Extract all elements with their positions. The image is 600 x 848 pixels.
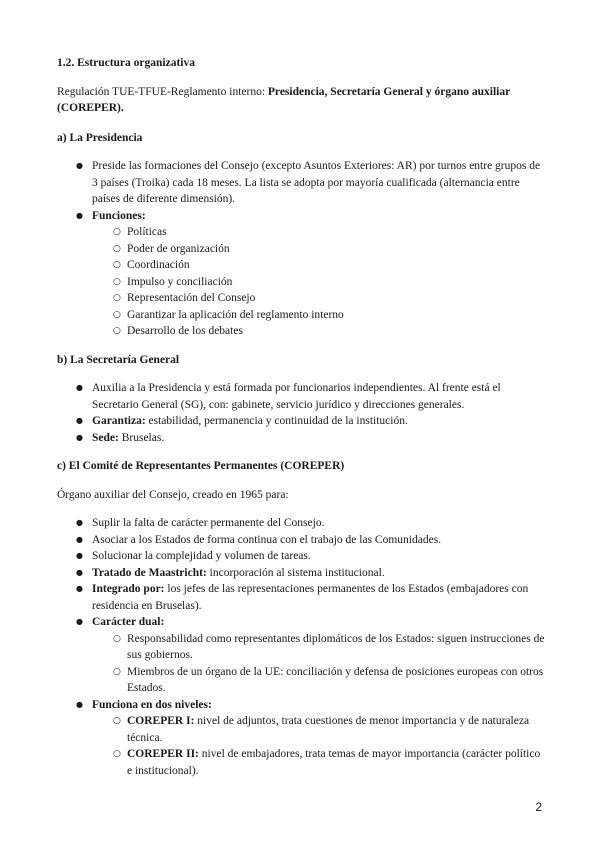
sub-list-item	[92, 713, 547, 746]
presidencia-list	[57, 158, 547, 340]
heading-presidencia: a) La Presidencia	[57, 131, 143, 144]
sub-list-item: ○ Poder de organización	[92, 241, 547, 258]
intro-paragraph	[57, 84, 547, 117]
sub-list-item: ○ Miembros de un órgano de la UE: conciliación y defensa de posiciones europeas con otros Estados.	[92, 664, 547, 697]
sub-list-item: ○ Responsabilidad como representantes diplomáticos de los Estados: siguen instrucciones de sus gobiernos.	[92, 631, 547, 664]
funciones-label: Funciones:	[92, 209, 146, 222]
sub-list-item: ○ Coordinación	[92, 257, 547, 274]
maastricht-label: Tratado de Maastricht:	[92, 566, 207, 579]
sub-list-item: ○ Políticas	[92, 224, 547, 241]
coreper-intro: Órgano auxiliar del Consejo, creado en 1965 para:	[57, 488, 289, 501]
sub-list-item: ○ Impulso y conciliación	[92, 274, 547, 291]
secretaria-list	[57, 380, 547, 446]
list-item	[57, 430, 547, 447]
sede-label: Sede:	[92, 431, 119, 444]
coreper-i-text: nivel de adjuntos, trata cuestiones de menor importancia y de naturaleza técnica.	[127, 715, 530, 744]
heading-coreper: c) El Comité de Representantes Permanentes (COREPER)	[57, 460, 345, 472]
list-item: ● Preside las formaciones del Consejo (excepto Asuntos Exteriores: AR) por turnos entre grupos de 3 países (Troika) cada 18 meses. La lista se adopta por mayoría cualificada (alternancia entre países de diferente dimensión).	[57, 158, 547, 208]
list-item: ● Suplir la falta de carácter permanente del Consejo.	[57, 515, 547, 532]
page-number: 2	[535, 800, 542, 814]
niveles-list	[92, 713, 547, 779]
list-item	[57, 565, 547, 582]
maastricht-text: incorporación al sistema institucional.	[206, 566, 385, 579]
integrado-text: los jefes de las representaciones permanentes de los Estados (embajadores con residencia en Bruselas).	[92, 583, 529, 612]
coreper-ii-label: COREPER II:	[127, 748, 199, 760]
page-content	[57, 55, 547, 791]
dual-list	[92, 631, 547, 697]
sub-list-item: ○ Desarrollo de los debates	[92, 323, 547, 340]
intro-bold: Presidencia, Secretaría General y órgano auxiliar (COREPER).	[57, 85, 511, 114]
niveles-label: Funciona en dos niveles:	[92, 698, 212, 711]
intro-text: Regulación TUE-TFUE-Reglamento interno:	[57, 85, 268, 98]
section-title: 1.2. Estructura organizativa	[57, 57, 195, 69]
heading-secretaria: b) La Secretaría General	[57, 353, 180, 366]
coreper-i-label: COREPER I:	[127, 715, 195, 727]
sub-list-item: ○ Representación del Consejo	[92, 290, 547, 307]
sede-text: Bruselas.	[118, 431, 165, 444]
garantiza-text: estabilidad, permanencia y continuidad de la institución.	[145, 415, 408, 427]
sub-list-item	[92, 746, 547, 779]
dual-label: Carácter dual:	[92, 616, 165, 628]
garantiza-label: Garantiza:	[92, 415, 146, 427]
list-item	[57, 208, 547, 340]
coreper-list	[57, 515, 547, 779]
list-item	[57, 697, 547, 780]
list-item: ● Auxilia a la Presidencia y está formada por funcionarios independientes. Al frente está el Secretario General (SG), con: gabinete, servicio jurídico y direcciones generales.	[57, 380, 547, 413]
list-item	[57, 413, 547, 430]
coreper-ii-text: nivel de embajadores, trata temas de mayor importancia (carácter político e institucional).	[127, 748, 541, 777]
list-item: ● Asociar a los Estados de forma continua con el trabajo de las Comunidades.	[57, 532, 547, 549]
list-item	[57, 581, 547, 614]
list-item	[57, 614, 547, 697]
list-item: ● Solucionar la complejidad y volumen de tareas.	[57, 548, 547, 565]
funciones-list	[92, 224, 547, 340]
integrado-label: Integrado por:	[92, 583, 165, 595]
sub-list-item: ○ Garantizar la aplicación del reglamento interno	[92, 307, 547, 324]
